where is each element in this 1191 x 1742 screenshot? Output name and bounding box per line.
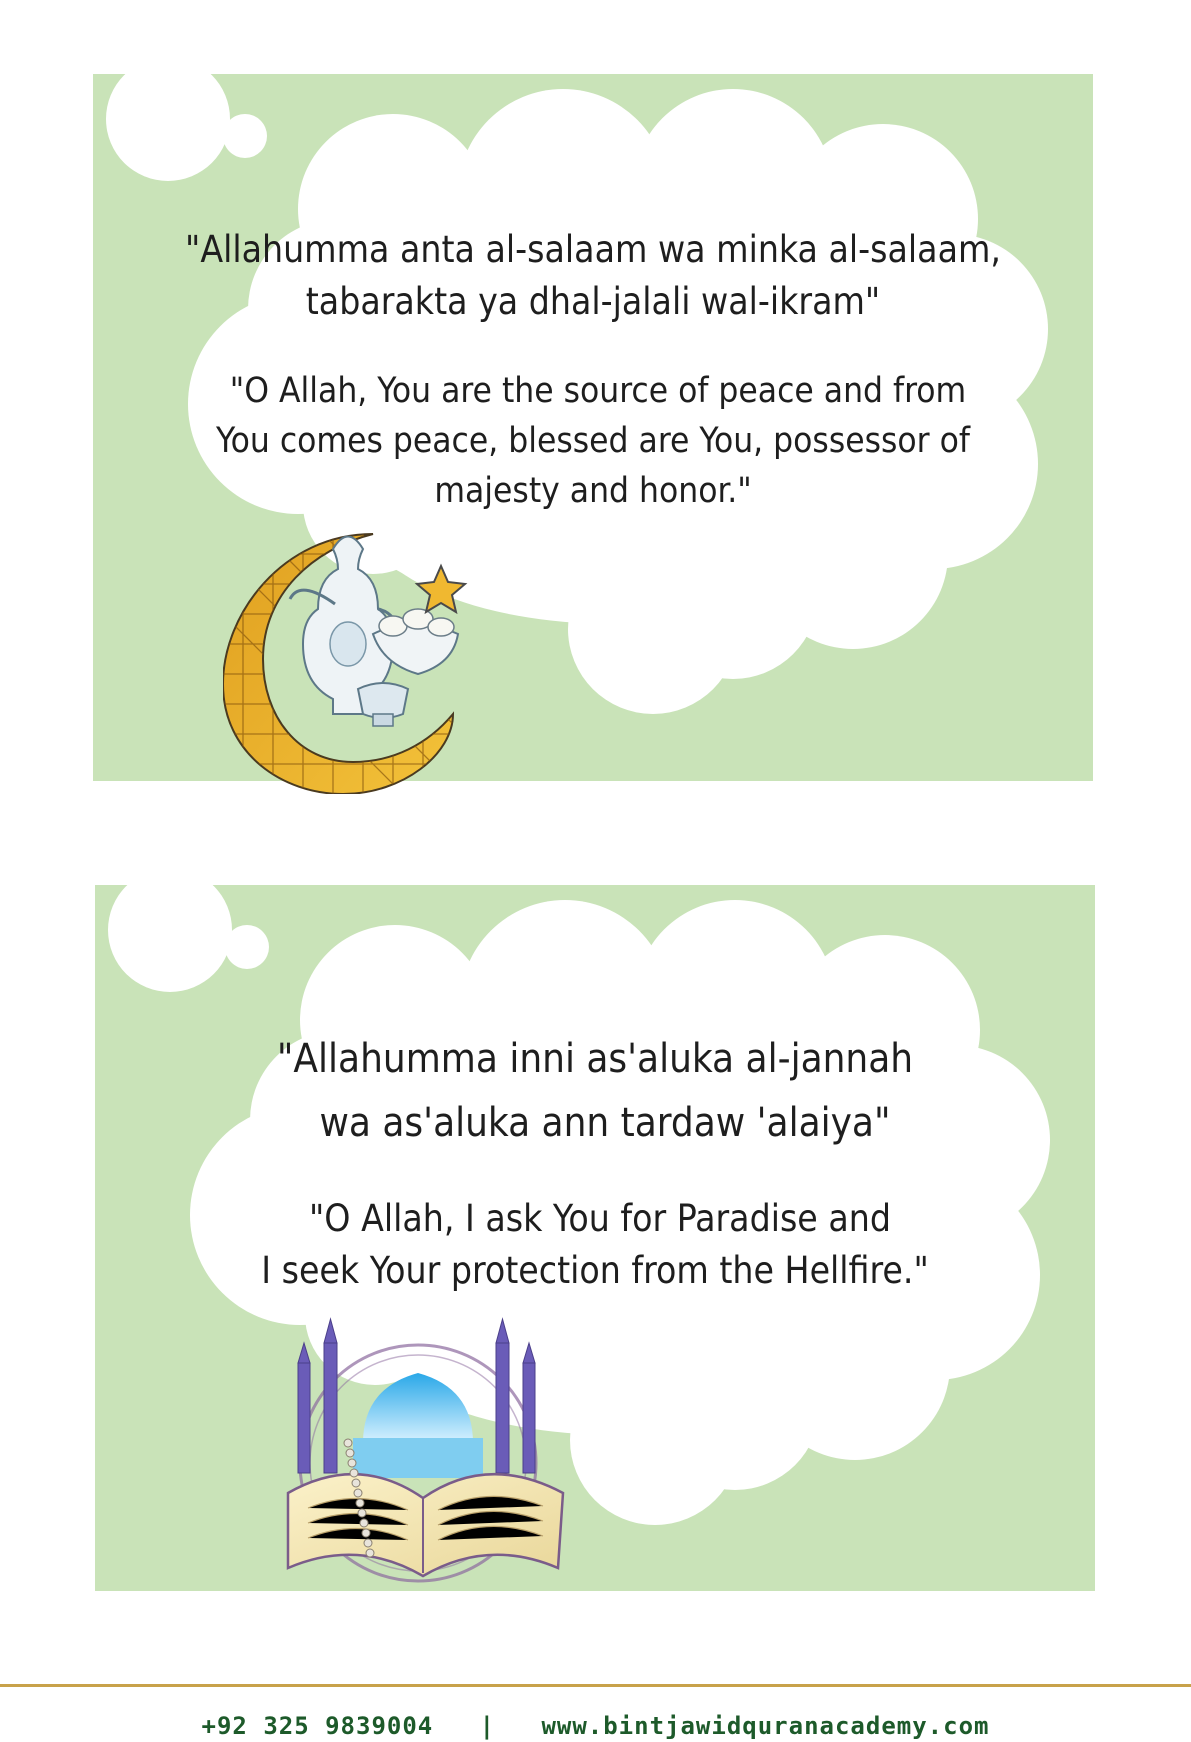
footer-phone: +92 325 9839004 (201, 1712, 434, 1740)
translation-text (95, 1193, 1095, 1297)
translation-line: "O Allah, I ask You for Paradise and (309, 1197, 891, 1240)
translation-line: You comes peace, blessed are You, possessor of (216, 421, 970, 461)
star-icon (417, 566, 465, 612)
translation-line: I seek Your protection from the Hellfire." (261, 1249, 929, 1292)
transliteration-line: tabarakta ya dhal-jalali wal-ikram" (305, 280, 881, 323)
translation-line: majesty and honor." (434, 471, 752, 511)
dua-card-1 (93, 74, 1093, 781)
transliteration-line: "Allahumma inni as'aluka al-jannah (276, 1036, 914, 1082)
translation-line: "O Allah, You are the source of peace and from (229, 371, 967, 411)
transliteration-text (95, 1027, 1095, 1155)
crescent-moon-icon (223, 494, 483, 794)
footer-divider (0, 1684, 1191, 1687)
transliteration-text (93, 224, 1093, 328)
dua-card-2 (95, 885, 1095, 1591)
transliteration-line: "Allahumma anta al-salaam wa minka al-salaam, (185, 228, 1001, 271)
footer-website[interactable]: www.bintjawidquranacademy.com (541, 1712, 990, 1740)
footer-separator: | (479, 1712, 496, 1740)
mosque-quran-icon (278, 1313, 578, 1593)
footer (0, 1712, 1191, 1740)
transliteration-line: wa as'aluka ann tardaw 'alaiya" (319, 1100, 891, 1146)
